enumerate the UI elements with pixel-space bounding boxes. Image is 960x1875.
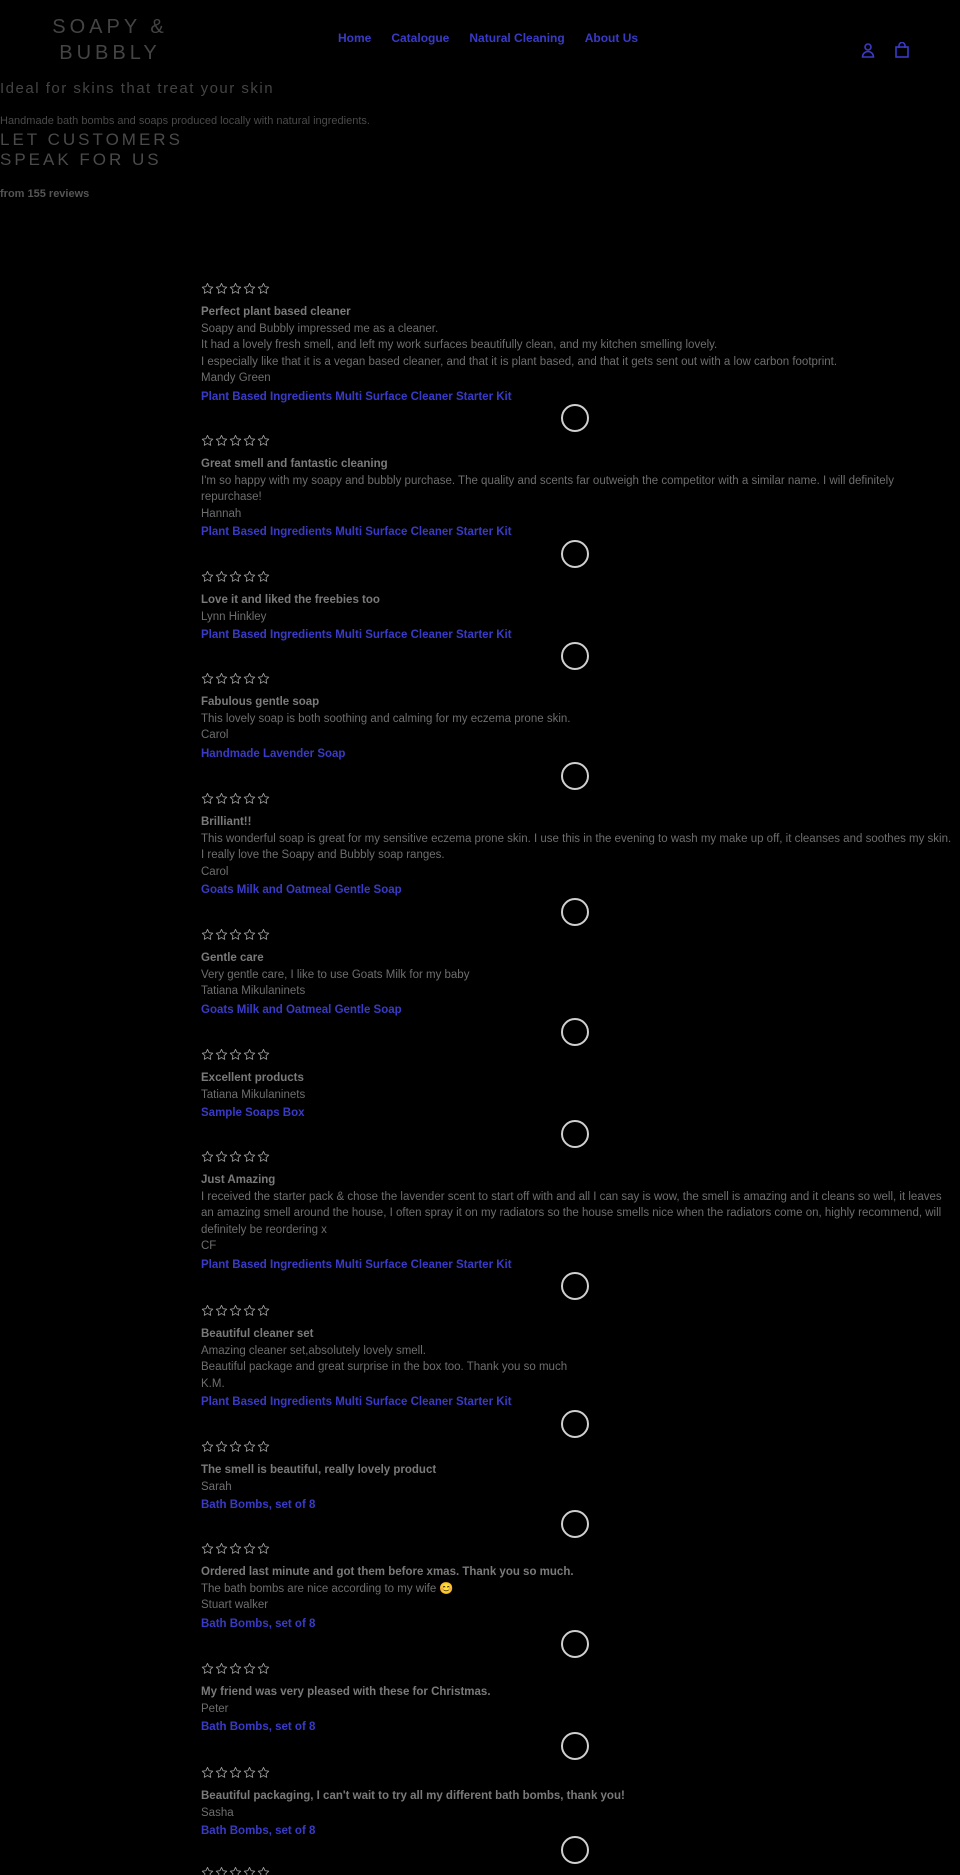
- star-icon: [215, 1866, 228, 1875]
- star-icon: [215, 672, 228, 685]
- star-icon: [229, 1866, 242, 1875]
- review-item: [201, 1864, 953, 1875]
- star-rating: [201, 1302, 953, 1318]
- loading-spinner-icon: [561, 642, 589, 670]
- star-icon: [243, 792, 256, 805]
- star-icon: [229, 672, 242, 685]
- review-author: Peter: [201, 1702, 229, 1715]
- star-icon: [229, 1542, 242, 1555]
- review-body-line: Amazing cleaner set,absolutely lovely smell.: [201, 1344, 426, 1357]
- main-nav: [338, 31, 638, 45]
- star-icon: [201, 1150, 214, 1163]
- star-icon: [243, 1766, 256, 1779]
- review-item: [201, 280, 953, 405]
- star-icon: [257, 1150, 270, 1163]
- star-rating: [201, 1764, 953, 1780]
- reviews-heading-line-2: SPEAK FOR US: [0, 150, 162, 169]
- review-product-link[interactable]: Bath Bombs, set of 8: [201, 1617, 316, 1630]
- loading-spinner-icon: [561, 1836, 589, 1864]
- loading-spinner-icon: [561, 898, 589, 926]
- review-product-link[interactable]: Plant Based Ingredients Multi Surface Cleaner Starter Kit: [201, 526, 512, 538]
- review-title: Fabulous gentle soap: [201, 696, 320, 708]
- star-icon: [229, 570, 242, 583]
- star-icon: [201, 282, 214, 295]
- review-title: Great smell and fantastic cleaning: [201, 458, 388, 470]
- review-body-line: Beautiful package and great surprise in the box too. Thank you so much: [201, 1361, 568, 1373]
- review-author: K.M.: [201, 1377, 225, 1390]
- review-body-line: I especially like that it is a vegan based cleaner, and that it is plant based, and that it gets sent out with a low carbon footprint.: [201, 355, 838, 368]
- review-product-link[interactable]: Plant Based Ingredients Multi Surface Cleaner Starter Kit: [201, 390, 512, 403]
- account-icon[interactable]: [860, 42, 876, 58]
- hero-title: Ideal for skins that treat your skin: [0, 80, 275, 97]
- review-title: The smell is beautiful, really lovely product: [201, 1464, 437, 1476]
- review-title: Beautiful cleaner set: [201, 1328, 314, 1340]
- star-icon: [257, 1304, 270, 1317]
- review-product-link[interactable]: Goats Milk and Oatmeal Gentle Soap: [201, 884, 402, 896]
- review-item: [201, 1540, 953, 1632]
- loading-spinner-icon: [561, 1510, 589, 1538]
- star-icon: [243, 1440, 256, 1453]
- star-icon: [257, 1048, 270, 1061]
- review-title: My friend was very pleased with these for Christmas.: [201, 1686, 491, 1698]
- star-rating: [201, 432, 953, 448]
- cart-icon[interactable]: [894, 42, 910, 58]
- review-body: [201, 473, 953, 506]
- review-item: [201, 1660, 953, 1736]
- review-product-link[interactable]: Bath Bombs, set of 8: [201, 1499, 316, 1511]
- star-icon: [215, 434, 228, 447]
- review-title: Excellent products: [201, 1072, 304, 1084]
- star-icon: [215, 1662, 228, 1675]
- star-icon: [257, 570, 270, 583]
- nav-home[interactable]: Home: [338, 31, 372, 45]
- review-author: Sarah: [201, 1480, 232, 1493]
- review-product-link[interactable]: Sample Soaps Box: [201, 1107, 305, 1119]
- star-icon: [243, 672, 256, 685]
- star-icon: [215, 1440, 228, 1453]
- star-icon: [215, 1150, 228, 1163]
- star-rating: [201, 790, 953, 806]
- star-icon: [257, 1866, 270, 1875]
- review-body-line: The bath bombs are nice according to my wife 😊: [201, 1582, 454, 1595]
- star-icon: [201, 1304, 214, 1317]
- review-title: Brilliant!!: [201, 816, 252, 828]
- star-icon: [243, 1866, 256, 1875]
- star-icon: [215, 792, 228, 805]
- star-icon: [229, 1766, 242, 1779]
- review-product-link[interactable]: Bath Bombs, set of 8: [201, 1825, 316, 1837]
- review-product-link[interactable]: Plant Based Ingredients Multi Surface Cleaner Starter Kit: [201, 1258, 512, 1271]
- review-count: from 155 reviews: [0, 188, 90, 200]
- star-icon: [229, 1048, 242, 1061]
- star-icon: [243, 1150, 256, 1163]
- star-icon: [229, 1662, 242, 1675]
- review-body-line: It had a lovely fresh smell, and left my work surfaces beautifully clean, and my kitchen smelling lovely.: [201, 339, 718, 351]
- star-icon: [229, 1304, 242, 1317]
- star-icon: [243, 1662, 256, 1675]
- star-icon: [243, 928, 256, 941]
- star-icon: [257, 792, 270, 805]
- review-title: Gentle care: [201, 952, 264, 964]
- star-icon: [243, 1048, 256, 1061]
- star-icon: [215, 1766, 228, 1779]
- star-icon: [201, 570, 214, 583]
- review-author: Hannah: [201, 507, 242, 520]
- review-product-link[interactable]: Bath Bombs, set of 8: [201, 1721, 316, 1733]
- loading-spinner-icon: [561, 1410, 589, 1438]
- star-icon: [201, 434, 214, 447]
- star-icon: [201, 1866, 214, 1875]
- star-icon: [257, 1440, 270, 1453]
- review-body-line: I received the starter pack & chose the lavender scent to start off with and all I can say is wow, the smell is amazing and it cleans so well, it leaves an amazing smell around the house, I often spray it on my radiators so the house smells nice when the radiators come on, highly recommend, will definitely be reordering x: [201, 1190, 942, 1236]
- star-rating: [201, 1148, 953, 1164]
- review-product-link[interactable]: Plant Based Ingredients Multi Surface Cleaner Starter Kit: [201, 629, 512, 641]
- star-rating: [201, 926, 953, 942]
- star-icon: [215, 1048, 228, 1061]
- review-product-link[interactable]: Plant Based Ingredients Multi Surface Cleaner Starter Kit: [201, 1396, 512, 1408]
- review-title: Beautiful packaging, I can't wait to try all my different bath bombs, thank you!: [201, 1790, 625, 1802]
- review-body: [201, 711, 953, 728]
- star-icon: [201, 792, 214, 805]
- star-icon: [229, 434, 242, 447]
- review-item: [201, 1302, 953, 1411]
- reviews-heading-line-1: LET CUSTOMERS: [0, 130, 183, 149]
- review-author: Tatiana Mikulaninets: [201, 985, 306, 997]
- review-body-line: Very gentle care, I like to use Goats Milk for my baby: [201, 968, 470, 981]
- star-icon: [243, 434, 256, 447]
- star-rating: [201, 1540, 953, 1556]
- star-icon: [215, 570, 228, 583]
- star-icon: [243, 282, 256, 295]
- star-rating: [201, 568, 953, 584]
- star-icon: [243, 1542, 256, 1555]
- star-icon: [229, 1150, 242, 1163]
- logo[interactable]: [40, 14, 180, 66]
- star-rating: [201, 1864, 953, 1875]
- logo-line-2: BUBBLY: [59, 42, 161, 64]
- review-author: Stuart walker: [201, 1599, 269, 1611]
- star-icon: [229, 282, 242, 295]
- star-icon: [257, 672, 270, 685]
- review-item: [201, 1764, 953, 1840]
- review-author: Carol: [201, 729, 229, 741]
- review-title: Love it and liked the freebies too: [201, 594, 380, 606]
- review-item: [201, 926, 953, 1018]
- star-icon: [257, 1542, 270, 1555]
- star-rating: [201, 1660, 953, 1676]
- star-icon: [201, 672, 214, 685]
- review-body-line: I'm so happy with my soapy and bubbly purchase. The quality and scents far outweigh the competitor with a similar name. I will definitely repurchase!: [201, 474, 894, 503]
- star-icon: [201, 1662, 214, 1675]
- loading-spinner-icon: [561, 1018, 589, 1046]
- star-rating: [201, 1046, 953, 1062]
- loading-spinner-icon: [561, 540, 589, 568]
- loading-spinner-icon: [561, 404, 589, 432]
- star-icon: [257, 1766, 270, 1779]
- review-body: [201, 321, 953, 371]
- review-body: [201, 1343, 953, 1376]
- review-body: [201, 967, 953, 984]
- loading-spinner-icon: [561, 1120, 589, 1148]
- star-icon: [243, 570, 256, 583]
- star-icon: [215, 1542, 228, 1555]
- star-icon: [215, 928, 228, 941]
- review-item: [201, 670, 953, 762]
- review-item: [201, 1148, 953, 1273]
- star-icon: [229, 928, 242, 941]
- nav-natural-cleaning[interactable]: Natural Cleaning: [469, 31, 565, 45]
- logo-line-1: SOAPY &: [52, 16, 168, 38]
- star-icon: [201, 1048, 214, 1061]
- review-product-link[interactable]: Goats Milk and Oatmeal Gentle Soap: [201, 1003, 402, 1016]
- review-author: Carol: [201, 865, 229, 878]
- star-icon: [257, 434, 270, 447]
- star-icon: [257, 928, 270, 941]
- star-icon: [201, 1766, 214, 1779]
- review-item: [201, 568, 953, 644]
- review-item: [201, 1046, 953, 1122]
- star-icon: [201, 1542, 214, 1555]
- review-body-line: Soapy and Bubbly impressed me as a cleaner.: [201, 322, 439, 335]
- loading-spinner-icon: [561, 762, 589, 790]
- review-body-line: This lovely soap is both soothing and calming for my eczema prone skin.: [201, 712, 571, 725]
- review-item: [201, 790, 953, 899]
- star-rating: [201, 670, 953, 686]
- star-icon: [201, 928, 214, 941]
- review-title: Perfect plant based cleaner: [201, 306, 351, 318]
- review-body: [201, 1189, 953, 1239]
- review-item: [201, 1438, 953, 1514]
- nav-about-us[interactable]: About Us: [584, 31, 639, 45]
- review-author: Sasha: [201, 1806, 234, 1819]
- star-icon: [215, 282, 228, 295]
- loading-spinner-icon: [561, 1732, 589, 1760]
- star-icon: [257, 282, 270, 295]
- review-author: Lynn Hinkley: [201, 610, 267, 623]
- reviews-heading: [0, 130, 183, 170]
- star-icon: [229, 1440, 242, 1453]
- star-icon: [257, 1662, 270, 1675]
- review-body-line: This wonderful soap is great for my sensitive eczema prone skin. I use this in the evening to wash my make up off, it cleanses and soothes my skin. I really love the Soapy and Bubbly soap ranges.: [201, 832, 952, 861]
- review-title: Ordered last minute and got them before xmas. Thank you so much.: [201, 1566, 574, 1578]
- star-icon: [201, 1440, 214, 1453]
- review-body: [201, 831, 953, 864]
- star-rating: [201, 1438, 953, 1454]
- star-rating: [201, 280, 953, 296]
- nav-catalogue[interactable]: Catalogue: [391, 31, 450, 45]
- hero-subtitle: Handmade bath bombs and soaps produced locally with natural ingredients.: [0, 115, 370, 127]
- loading-spinner-icon: [561, 1630, 589, 1658]
- star-icon: [215, 1304, 228, 1317]
- loading-spinner-icon: [561, 1272, 589, 1300]
- review-author: Tatiana Mikulaninets: [201, 1088, 306, 1101]
- star-icon: [243, 1304, 256, 1317]
- review-author: Mandy Green: [201, 372, 271, 384]
- star-icon: [229, 792, 242, 805]
- review-author: CF: [201, 1240, 217, 1252]
- review-product-link[interactable]: Handmade Lavender Soap: [201, 747, 346, 760]
- review-title: Just Amazing: [201, 1174, 276, 1186]
- review-item: [201, 432, 953, 541]
- review-body: [201, 1581, 953, 1598]
